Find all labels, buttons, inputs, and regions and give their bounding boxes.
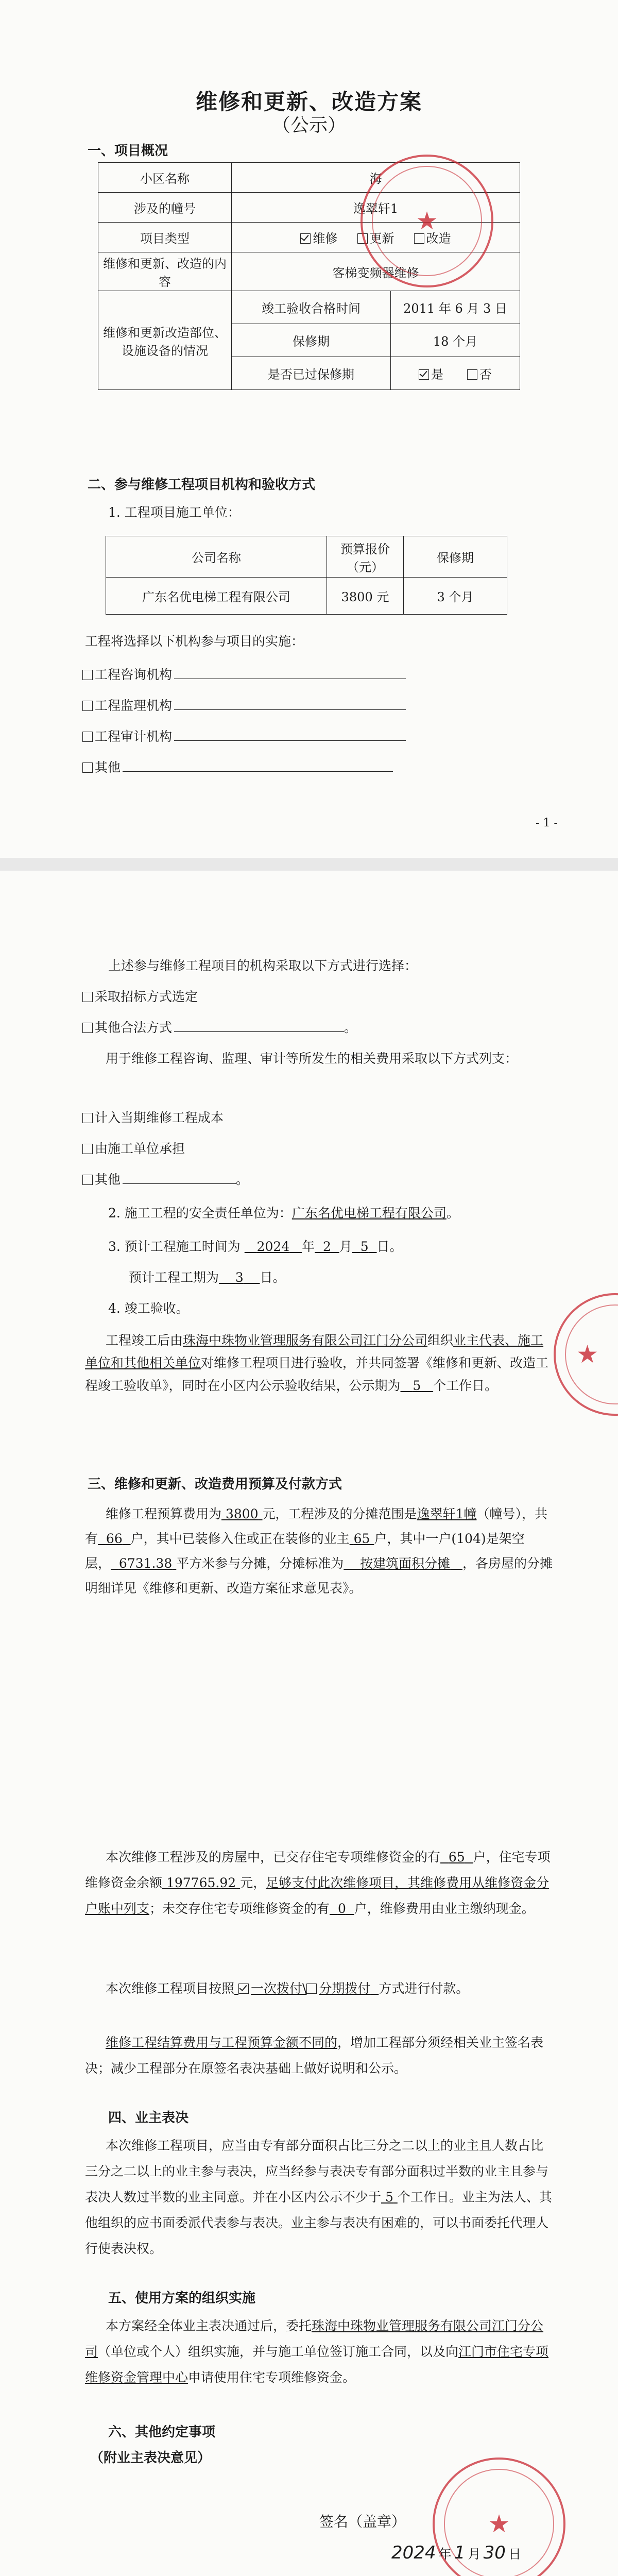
sign-date: 2024 年 1 月 30 日 [391, 2543, 521, 2563]
item2-text: 2. 施工工程的安全责任单位为：广东名优电梯工程有限公司。 [108, 1206, 459, 1221]
fee-cost-label: 计入当期维修工程成本 [95, 1110, 224, 1125]
building-label: 涉及的幢号 [98, 193, 232, 223]
item3-prefix: 3. 预计工程施工时间为 [108, 1239, 241, 1254]
project-type-label: 项目类型 [98, 223, 232, 252]
org-consult-label: 工程咨询机构 [95, 667, 173, 682]
expired-yes-checkbox[interactable] [419, 369, 429, 380]
org-other-label: 其他 [95, 760, 121, 775]
org-audit-label: 工程审计机构 [95, 729, 173, 744]
select-tender [82, 987, 198, 1007]
org-other-checkbox[interactable] [82, 762, 93, 773]
community-label: 小区名称 [98, 163, 232, 193]
acceptance-value: 2011 年 6 月 3 日 [391, 291, 520, 324]
td-warranty: 3 个月 [404, 578, 507, 615]
org-supervise-label: 工程监理机构 [95, 698, 173, 713]
page-2 [0, 871, 618, 1453]
th-company: 公司名称 [106, 536, 327, 578]
fund-balance: 197765.92 [166, 1875, 236, 1890]
org-supervise [82, 696, 406, 716]
expired-no-label: 否 [479, 367, 492, 382]
item2-prefix: 2. 施工工程的安全责任单位为： [108, 1206, 292, 1221]
fee-other: 其他 。 [82, 1170, 249, 1190]
section-6-note: （附业主表决意见） [90, 2450, 211, 2466]
fund-households: 65 [448, 1850, 465, 1865]
item3-month: 2 [323, 1239, 331, 1254]
warranty-value: 18 个月 [391, 324, 520, 357]
budget-method: 按建筑面积分摊 [360, 1556, 451, 1571]
implement-center: 江门市住宅专项维修资金管理中心 [85, 2344, 549, 2385]
type-update-label: 更新 [369, 231, 394, 246]
page-number-1: - 1 - [536, 817, 558, 829]
fee-contractor [82, 1139, 185, 1159]
expired-no-checkbox[interactable] [467, 369, 477, 380]
doc-subtitle: （公示） [271, 115, 346, 136]
pay-once-label: 一次拨付 [250, 1981, 302, 1996]
expired-yes-label: 是 [431, 367, 444, 382]
budget-households: 66 [106, 1531, 123, 1546]
acc-days: 5 [413, 1378, 421, 1393]
fee-other-checkbox[interactable] [82, 1175, 93, 1185]
doc-title: 维修和更新、改造方案 [195, 89, 422, 114]
item3-year: 2024 [256, 1239, 290, 1254]
org-other [82, 757, 393, 778]
acc-org: 珠海中珠物业管理服务有限公司江门分公司 [183, 1333, 428, 1348]
type-repair-checkbox[interactable] [300, 233, 311, 244]
budget-special-note: 其中一户(104)是架空层， [85, 1531, 525, 1571]
sign-date-year: 2024 [391, 2543, 436, 2563]
sign-label: 签名（盖章） [319, 2513, 406, 2530]
vote-text-a: 本次维修工程项目，应当由专有部分面积占比三分之二以上的业主且人数占比三分之二以上的业主参与表决，应当经参与表决专有部分面积过半数的业主且参与表决人数过半数的业主同意。并在小区内公示不少于 [85, 2138, 549, 2205]
sign-date-month: 1 [454, 2543, 466, 2563]
pay-installment-checkbox[interactable] [306, 1984, 317, 1994]
td-company: 广东名优电梯工程有限公司 [106, 578, 327, 615]
item1-text: 1. 工程项目施工单位： [108, 505, 241, 520]
budget-area: 6731.38 [118, 1556, 173, 1571]
expired-label: 是否已过保修期 [232, 357, 391, 390]
section-4-heading: 四、业主表决 [108, 2110, 189, 2126]
select-tender-checkbox[interactable] [82, 992, 93, 1002]
building-value: 逸翠轩1 [232, 193, 520, 223]
select-other-label: 其他合法方式 [95, 1020, 173, 1035]
acc-p1: 工程竣工后由 [106, 1333, 183, 1348]
budget-decorated: 65 [353, 1531, 370, 1546]
org-audit [82, 726, 406, 747]
type-repair-label: 维修 [313, 231, 338, 246]
section-5-heading: 五、使用方案的组织实施 [108, 2291, 256, 2306]
content-value: 客梯变频器维修 [232, 252, 520, 291]
settle-rest: ，增加工程部分须经相关业主签名表决；减少工程部分在原签名表决基础上做好说明和公示。 [85, 2035, 544, 2076]
org-consult-checkbox[interactable] [82, 670, 93, 680]
fee-cost-checkbox[interactable] [82, 1113, 93, 1123]
td-budget: 3800 元 [327, 578, 404, 615]
th-warranty: 保修期 [404, 536, 507, 578]
signature-seal-stamp: ★ [433, 2458, 565, 2576]
vote-days: 5 [385, 2190, 393, 2205]
item4-text: 4. 竣工验收。 [108, 1301, 189, 1316]
fee-contractor-checkbox[interactable] [82, 1144, 93, 1154]
org-supervise-checkbox[interactable] [82, 701, 93, 711]
section-1-heading: 一、项目概况 [88, 143, 168, 159]
company-seal-stamp: ★ [360, 155, 493, 287]
fee-intro: 用于维修工程咨询、监理、审计等所发生的相关费用采取以下方式列支： [106, 1051, 518, 1066]
fee-contractor-label: 由施工单位承担 [95, 1141, 185, 1156]
item3-text: 3. 预计工程施工时间为 2024 年 2 月 5 日。 [108, 1239, 403, 1254]
fund-missing: 0 [337, 1901, 346, 1916]
pay-once-checkbox[interactable] [238, 1984, 249, 1994]
item3-dur-value: 3 [235, 1270, 244, 1285]
fund-enough: 足够支付此次维修项目，其维修费用从维修资金分户账中列支 [85, 1875, 550, 1916]
community-value: 海 [232, 163, 520, 193]
contractor-table [106, 536, 507, 615]
section-2-heading: 二、参与维修工程项目机构和验收方式 [88, 477, 316, 493]
page-3 [0, 1710, 618, 2576]
pay-installment-label: 分期拨付 [319, 1981, 371, 1996]
page-2-continued [0, 1453, 618, 1710]
item3-dur-prefix: 预计工程工期为 [129, 1270, 219, 1285]
settle-diff: 维修工程结算费用与工程预算金额不同的 [106, 2035, 338, 2050]
budget-tail: ，各房屋的分摊明细详见《维修和更新、改造方案征求意见表》。 [85, 1556, 553, 1596]
select-other-checkbox[interactable] [82, 1023, 93, 1033]
select-tender-label: 采取招标方式选定 [95, 989, 198, 1004]
budget-scope: 逸翠轩1幢 [417, 1506, 477, 1521]
type-renovate-label: 改造 [426, 231, 451, 246]
implement-org: 珠海中珠物业管理服务有限公司江门分公司 [85, 2318, 544, 2359]
acc-p4: 个工作日。 [433, 1378, 498, 1393]
participate-text: 工程将选择以下机构参与项目的实施： [85, 634, 304, 649]
content-label: 维修和更新、改造的内容 [98, 252, 232, 291]
acc-p3: 对维修工程项目进行验收，并共同签署《维修和更新、改造工程竣工验收单》，同时在小区内公示验收结果，公示期为 [85, 1355, 549, 1393]
settlement-paragraph [85, 2030, 554, 2081]
vote-paragraph [85, 2133, 554, 2262]
org-audit-checkbox[interactable] [82, 732, 93, 742]
fee-cost [82, 1108, 224, 1128]
acceptance-paragraph [85, 1329, 554, 1397]
acceptance-label: 竣工验收合格时间 [232, 291, 391, 324]
select-other: 其他合法方式 。 [82, 1018, 357, 1038]
fund-paragraph: 本次维修工程涉及的房屋中，已交存住宅专项维修资金的有 65 户，住宅专项维修资金余额 197765.92 元，足够支付此次维修项目，其维修费用从维修资金分户账中列支；未交存住宅专项维修资金的有 0 户，维修费用由业主缴纳现金。 [85, 1850, 551, 1916]
th-budget: 预算报价（元） [327, 536, 404, 578]
acc-p2: 组织 [427, 1333, 454, 1348]
select-intro: 上述参与维修工程项目的机构采取以下方式进行选择： [108, 958, 418, 973]
fee-other-label: 其他 [95, 1172, 121, 1187]
item3-duration [129, 1267, 286, 1288]
sign-date-day: 30 [483, 2543, 506, 2563]
acc-participants: 业主代表、施工单位和其他相关单位 [85, 1333, 544, 1370]
vote-text-b: 个工作日。业主为法人、其他组织的应书面委派代表参与表决。业主参与表决有困难的，可以书面委托代理人行使表决权。 [85, 2190, 552, 2256]
org-consult [82, 665, 406, 685]
budget-amount: 3800 [225, 1506, 259, 1521]
budget-paragraph: 维修工程预算费用为 3800 元，工程涉及的分摊范围是逸翠轩1幢（幢号），共有 66 户，其中已装修入住或正在装修的业主 65 户，其中一户(104)是架空层， 6731.38 平方米参与分摊，分摊标准为 按建筑面积分摊 ，各房屋的分摊明细详见《维修和更新、改造方案征求意见表》。 [85, 1506, 553, 1596]
item2-value: 广东名优电梯工程有限公司 [291, 1206, 447, 1221]
parts-label: 维修和更新改造部位、设施设备的情况 [98, 291, 232, 390]
item3-dur-unit: 日。 [260, 1270, 286, 1285]
item3-day: 5 [360, 1239, 369, 1254]
implement-paragraph: 本方案经全体业主表决通过后，委托珠海中珠物业管理服务有限公司江门分公司（单位或个人）组织实施，并与施工单位签订施工合同，以及向江门市住宅专项维修资金管理中心申请使用住宅专项维修资金。 [85, 2318, 549, 2385]
page-1 [0, 0, 618, 858]
section-6-heading: 六、其他约定事项 [108, 2425, 216, 2440]
company-seal-stamp-2: ★ [554, 1293, 618, 1416]
payment-paragraph: 本次维修工程项目按照 一次拨付\ 分期拨付 方式进行付款。 [106, 1981, 469, 1996]
expired-options [391, 357, 520, 390]
warranty-label: 保修期 [232, 324, 391, 357]
section-3-heading: 三、维修和更新、改造费用预算及付款方式 [88, 1477, 342, 1492]
